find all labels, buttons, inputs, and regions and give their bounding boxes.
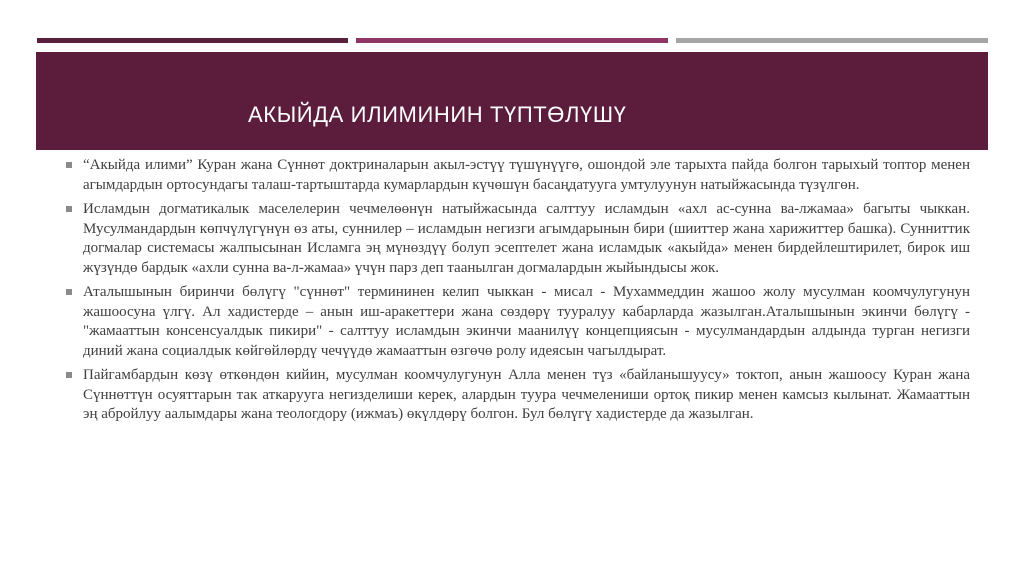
square-bullet-icon [66, 162, 72, 168]
bullet-item [66, 283, 970, 361]
bullet-list [66, 156, 970, 430]
accent-bar-dark [37, 38, 348, 43]
paragraph-text: Исламдын догматикалык маселелерин чечмелөөнүн натыйжасында салттуу исламдын «ахл ас-сунна ва-лжамаа» багыты чыккан. Мусулмандардын көпчүлүгүнүн өз аты, суннилер – исламдын негизги агымдарынын бири (шииттер жана харижиттер башка). Сунниттик догмалар системасы жалпысынан Исламга эң мүнөздүү болуп эсептелет жана исламдык «акыйда» менен бирдейлештирилет, бирок иш жүзүндө бардык «ахли сунна ва-л-жамаа» үчүн парз деп таанылган догмалардын жыйындысы жок. [83, 201, 970, 276]
bullet-item [66, 200, 970, 278]
bullet-item [66, 156, 970, 195]
square-bullet-icon [66, 372, 72, 378]
accent-bar-gray [676, 38, 988, 43]
paragraph-text: Аталышынын биринчи бөлүгү "сүннөт" термининен келип чыккан - мисал - Мухаммеддин жашоо жолу мусулман коомчулугунун жашоосуна үлгү. Ал хадистерде – анын иш-аракеттери жана сөздөрү тууралуу кабарларда жазылган.Аталышынын экинчи бөлүгү - "жамааттын консенсуалдык пикири" - салттуу исламдын экинчи маанилүү концепциясын - мусулмандардын алдында турган негизги диний жана социалдык көйгөйлөрдү чечүүдө жамааттын өзгөчө ролу идеясын чагылдырат. [83, 284, 970, 359]
square-bullet-icon [66, 206, 72, 212]
bullet-item [66, 366, 970, 425]
title-band [36, 52, 988, 150]
paragraph-text: Пайгамбардын көзү өткөндөн кийин, мусулман коомчулугунун Алла менен түз «байланышуусу» токтоп, анын жашоосу Куран жана Сүннөттүн осуяттарын так аткарууга негизделиши керек, алардын туура чечмелениши ортоқ пикир менен камсыз кылынат. Жамааттын эң абройлуу аалымдары жана теологдору (ижмаъ) өкүлдөрү болгон. Бул бөлүгү хадистерде да жазылган. [83, 367, 970, 422]
accent-bar-magenta [356, 38, 668, 43]
paragraph-text: “Акыйда илими” Куран жана Сүннөт доктриналарын акыл-эстүү түшүнүүгө, ошондой эле тарыхта пайда болгон тарыхый топтор менен агымдардын ортосундагы талаш-тартыштарда кумарлардын күчөшүн басаңдатууга умтулуунун натыйжасында түзүлгөн. [83, 157, 970, 193]
square-bullet-icon [66, 289, 72, 295]
slide-title: АКЫЙДА ИЛИМИНИН ТҮПТӨЛҮШҮ [248, 102, 627, 127]
